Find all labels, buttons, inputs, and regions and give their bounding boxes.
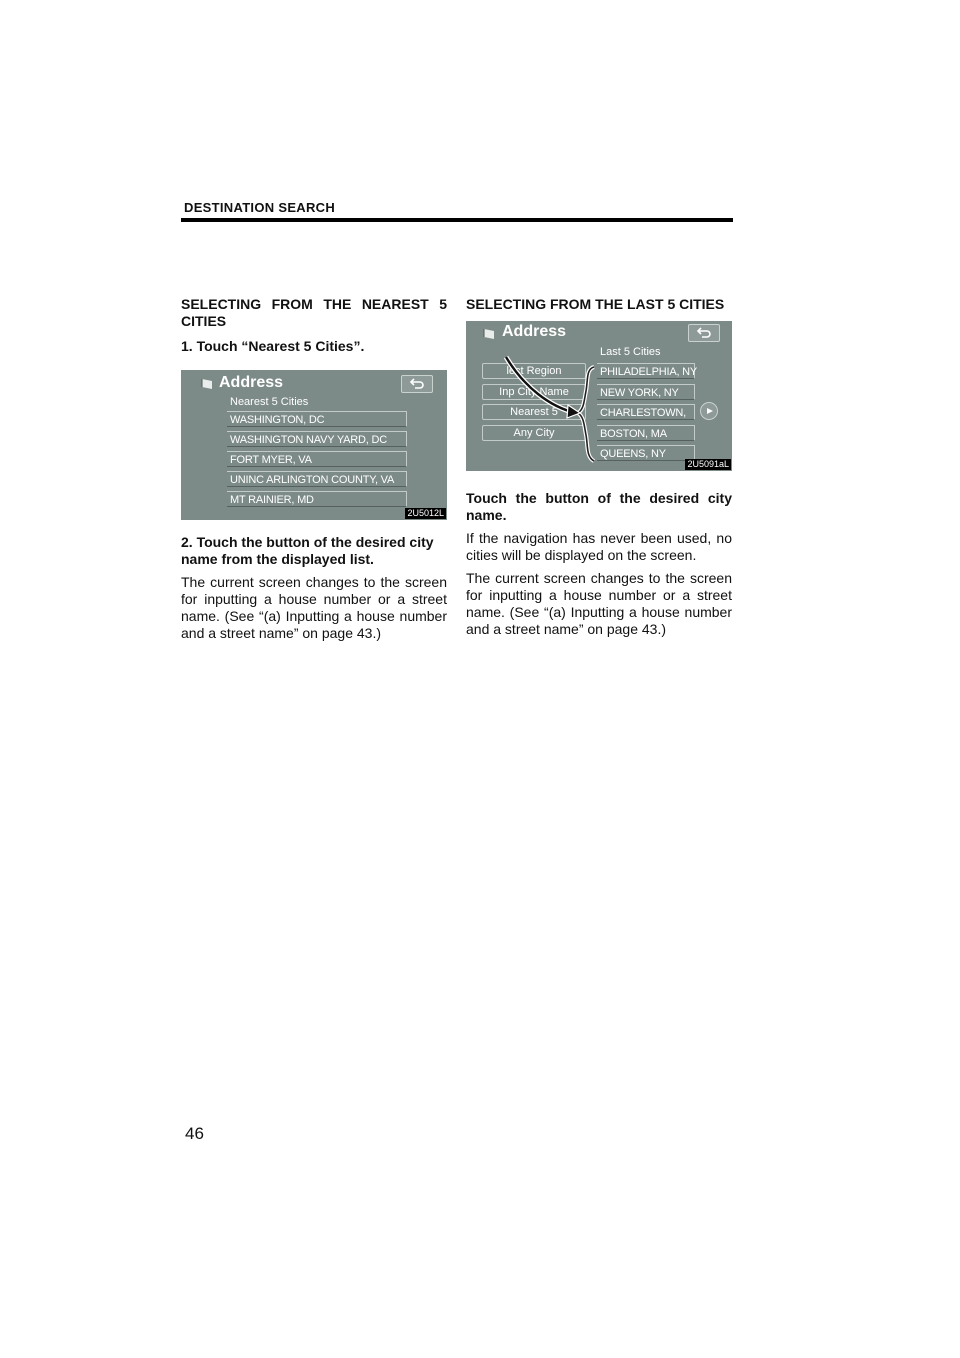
figure-code: 2U5012L (407, 508, 444, 518)
nearest-cities-screen (181, 370, 447, 520)
step-1: 1. Touch “Nearest 5 Cities”. (181, 338, 365, 354)
city-button[interactable]: PHILADELPHIA, NY (597, 363, 695, 379)
city-button[interactable]: WASHINGTON, DC (227, 411, 407, 427)
any-city-button[interactable]: Any City (482, 425, 586, 441)
select-region-button[interactable]: lect Region (482, 363, 586, 379)
city-button[interactable]: WASHINGTON NAVY YARD, DC (227, 431, 407, 447)
city-button[interactable]: CHARLESTOWN, (597, 404, 695, 420)
bracket-pointer-icon (466, 321, 732, 471)
right-column (466, 296, 732, 638)
screen-title: Address (219, 374, 284, 391)
city-button[interactable]: UNINC ARLINGTON COUNTY, VA (227, 471, 407, 487)
back-button[interactable] (401, 375, 433, 393)
address-book-icon (200, 378, 214, 390)
right-heading: SELECTING FROM THE LAST 5 CITIES (466, 296, 725, 312)
right-body: The current screen changes to the screen for inputting a house number or a street name. (See “(a) Inputting a house number and a street name” on page 43.) (466, 570, 732, 637)
section-header: DESTINATION SEARCH (184, 200, 336, 215)
input-city-name-button[interactable]: Inp City Name (482, 384, 586, 400)
left-column (181, 296, 447, 642)
list-header: Last 5 Cities (600, 346, 661, 358)
city-button[interactable]: MT RAINIER, MD (227, 491, 407, 507)
city-button[interactable]: BOSTON, MA (597, 425, 695, 441)
left-body: The current screen changes to the screen for inputting a house number or a street name. (See “(a) Inputting a house number and a street name” on page 43.) (181, 574, 447, 641)
list-header: Nearest 5 Cities (230, 396, 309, 408)
screen-title: Address (502, 323, 567, 340)
left-heading: SELECTING FROM THE NEAREST 5 CITIES (181, 296, 447, 329)
step-2: 2. Touch the button of the desired city name from the displayed list. (181, 534, 434, 567)
city-button[interactable]: FORT MYER, VA (227, 451, 407, 467)
figure-code: 2U5091aL (687, 459, 729, 469)
back-arrow-icon (409, 378, 425, 390)
right-instruction: Touch the button of the desired city name. (466, 490, 732, 523)
right-note: If the navigation has never been used, no cities will be displayed on the screen. (466, 530, 732, 563)
city-button[interactable]: NEW YORK, NY (597, 384, 695, 400)
page-number: 46 (185, 1124, 204, 1143)
last-cities-screen (466, 321, 732, 471)
city-button[interactable]: QUEENS, NY (597, 445, 695, 461)
nearest-5-cities-button[interactable]: Nearest 5 (482, 404, 586, 420)
header-rule (181, 218, 733, 222)
